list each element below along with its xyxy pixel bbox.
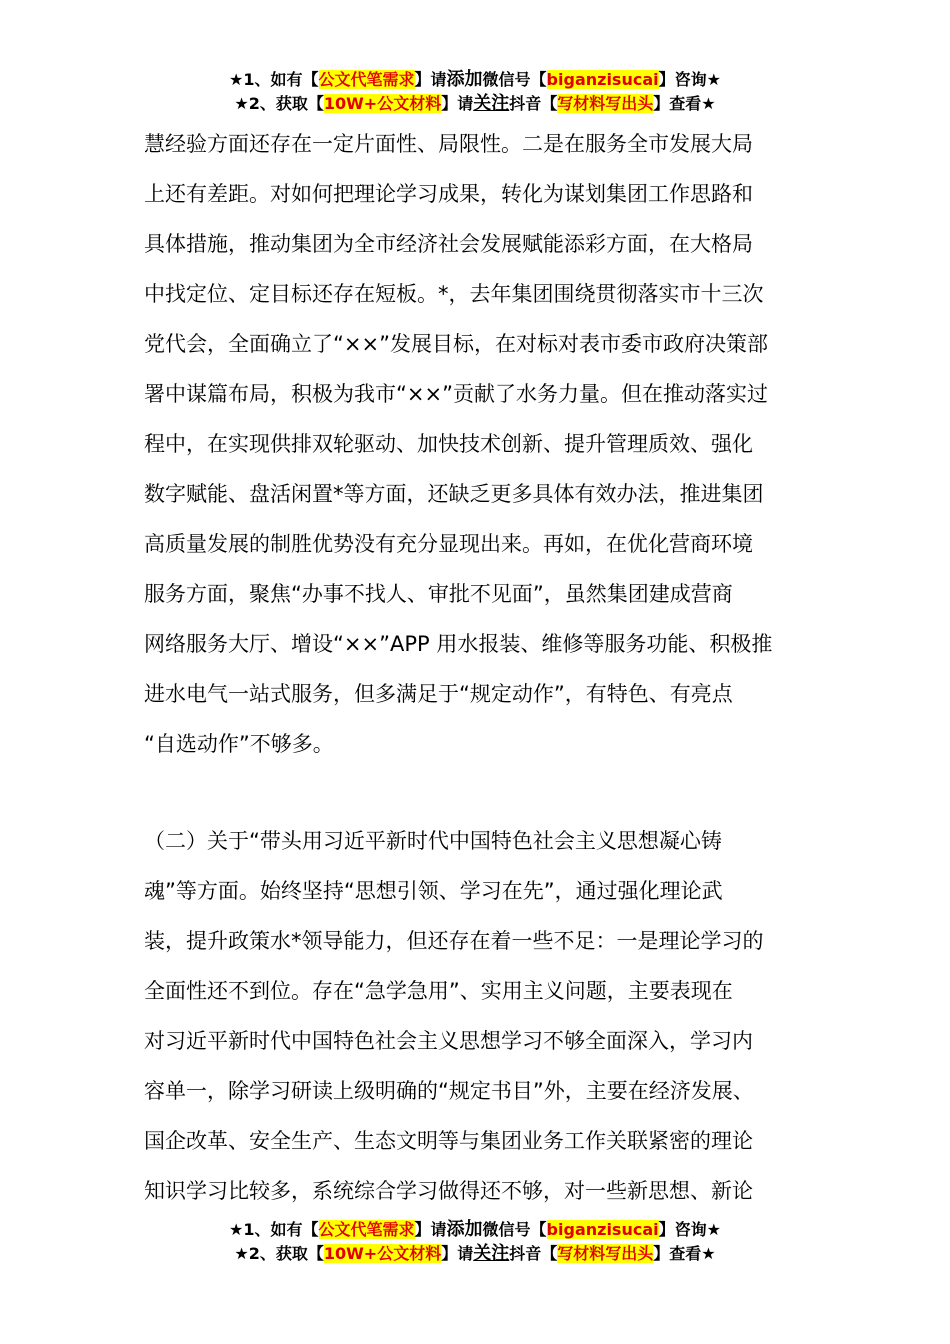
douyin-account: 写材料写出头 — [557, 1244, 654, 1263]
banner-text: 】请 — [441, 94, 474, 113]
wechat-id: biganzisucai — [546, 70, 659, 89]
banner-emphasis: 添加 — [446, 69, 483, 90]
douyin-account: 写材料写出头 — [557, 94, 654, 113]
text-line: 高质量发展的制胜优势没有充分显现出来。再如，在优化营商环境 — [144, 532, 753, 556]
banner-text: 】咨询★ — [658, 70, 721, 89]
banner-text: ★1、如有【 — [229, 1220, 319, 1239]
text-line: 网络服务大厅、增设“××”APP 用水报装、维修等服务功能、积极推 — [144, 632, 773, 656]
banner-line-2 — [0, 1242, 950, 1266]
banner-line-1 — [0, 68, 950, 92]
text-line: 中找定位、定目标还存在短板。*，去年集团围绕贯彻落实市十三次 — [144, 282, 764, 306]
banner-text: 】请 — [414, 1220, 447, 1239]
highlight-text: 10W+公文材料 — [323, 1244, 442, 1263]
text-line: 具体措施，推动集团为全市经济社会发展赋能添彩方面，在大格局 — [144, 232, 753, 256]
highlight-text: 公文代笔需求 — [318, 70, 415, 89]
text-line: 国企改革、安全生产、生态文明等与集团业务工作关联紧密的理论 — [144, 1129, 753, 1153]
text-line: 党代会，全面确立了“××”发展目标，在对标对表市委市政府决策部 — [144, 332, 768, 356]
footer-banner — [0, 1218, 950, 1266]
text-line: 署中谋篇布局，积极为我市“××”贡献了水务力量。但在推动落实过 — [144, 382, 768, 406]
paragraph-1 — [144, 119, 844, 769]
text-line: 程中，在实现供排双轮驱动、加快技术创新、提升管理质效、强化 — [144, 432, 753, 456]
banner-emphasis: 添加 — [446, 1219, 483, 1240]
text-line: 上还有差距。对如何把理论学习成果，转化为谋划集团工作思路和 — [144, 182, 753, 206]
banner-text: 】请 — [414, 70, 447, 89]
text-line: 数字赋能、盘活闲置*等方面，还缺乏更多具体有效办法，推进集团 — [144, 482, 764, 506]
text-line: 慧经验方面还存在一定片面性、局限性。二是在服务全市发展大局 — [144, 132, 753, 156]
banner-emphasis: 关注 — [473, 1243, 510, 1264]
highlight-text: 10W+公文材料 — [323, 94, 442, 113]
banner-text: ★1、如有【 — [229, 70, 319, 89]
banner-line-1 — [0, 1218, 950, 1242]
banner-text: 微信号【 — [482, 1220, 547, 1239]
text-line: （二）关于“带头用习近平新时代中国特色社会主义思想凝心铸 — [144, 829, 722, 853]
banner-text: 抖音【 — [509, 1244, 558, 1263]
banner-text: ★2、获取【 — [234, 1244, 324, 1263]
text-line: 进水电气一站式服务，但多满足于“规定动作”，有特色、有亮点 — [144, 682, 733, 706]
banner-text: 】查看★ — [653, 1244, 716, 1263]
banner-text: ★2、获取【 — [234, 94, 324, 113]
banner-text: 】咨询★ — [658, 1220, 721, 1239]
wechat-id: biganzisucai — [546, 1220, 659, 1239]
banner-text: 】请 — [441, 1244, 474, 1263]
banner-text: 抖音【 — [509, 94, 558, 113]
text-line: 装，提升政策水*领导能力，但还存在着一些不足：一是理论学习的 — [144, 929, 764, 953]
banner-text: 】查看★ — [653, 94, 716, 113]
text-line: 服务方面，聚焦“办事不找人、审批不见面”，虽然集团建成营商 — [144, 582, 733, 606]
text-line: 魂”等方面。始终坚持“思想引领、学习在先”，通过强化理论武 — [144, 879, 723, 903]
text-line: 容单一，除学习研读上级明确的“规定书目”外，主要在经济发展、 — [144, 1079, 754, 1103]
text-line: 对习近平新时代中国特色社会主义思想学习不够全面深入，学习内 — [144, 1029, 753, 1053]
banner-line-2 — [0, 92, 950, 116]
banner-text: 微信号【 — [482, 70, 547, 89]
text-line: “自选动作”不够多。 — [144, 732, 334, 756]
paragraph-2 — [144, 816, 844, 1216]
highlight-text: 公文代笔需求 — [318, 1220, 415, 1239]
banner-emphasis: 关注 — [473, 93, 510, 114]
header-banner — [0, 68, 950, 116]
text-line: 知识学习比较多，系统综合学习做得还不够，对一些新思想、新论 — [144, 1179, 753, 1203]
text-line: 全面性还不到位。存在“急学急用”、实用主义问题，主要表现在 — [144, 979, 733, 1003]
